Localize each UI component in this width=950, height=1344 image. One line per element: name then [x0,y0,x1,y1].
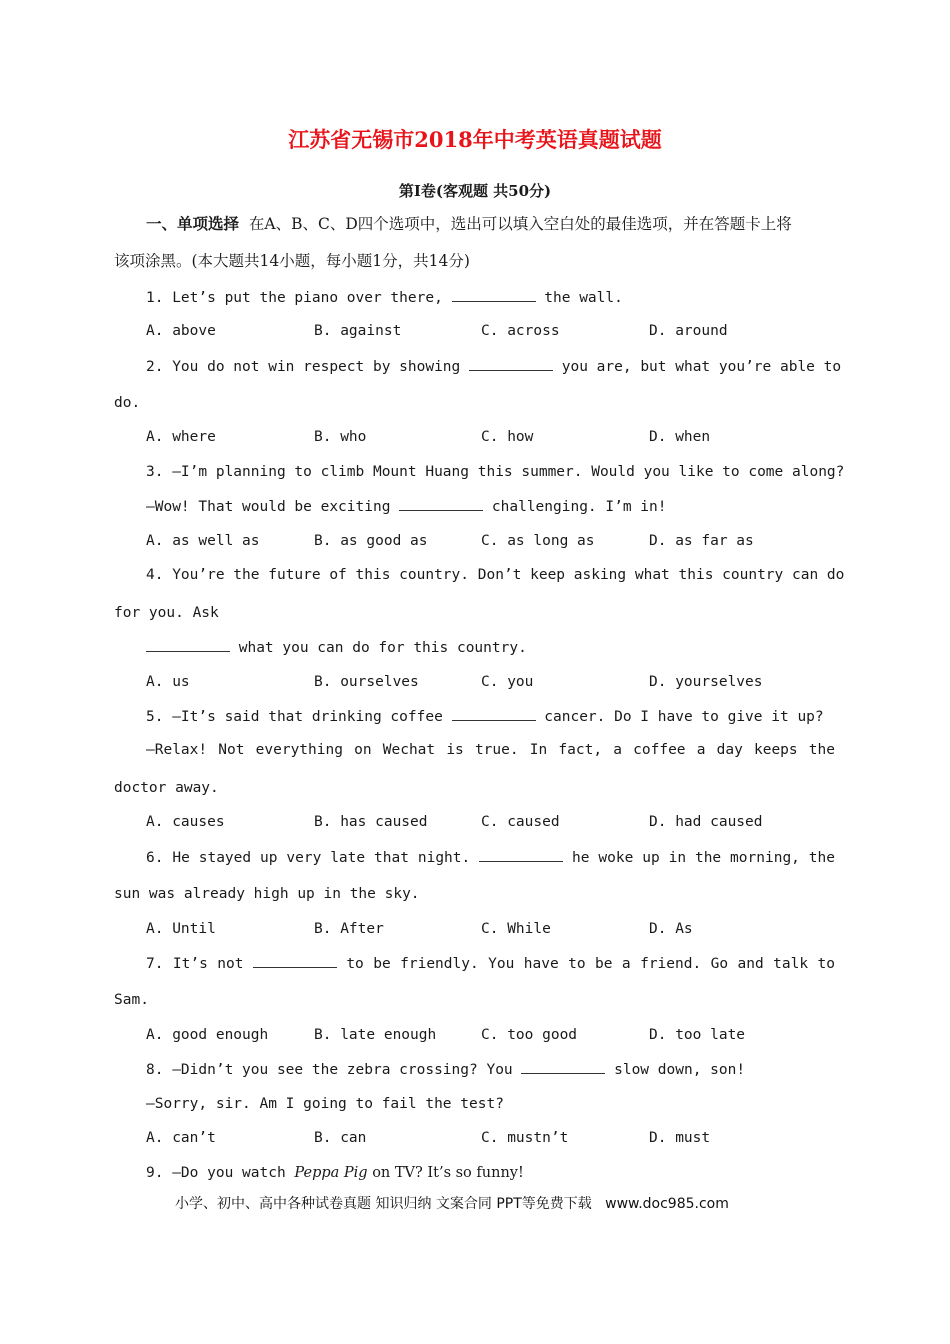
question-6-text: 6. He stayed up very late that night. [146,850,480,866]
option-c: C. how [481,429,534,445]
option-c: C. While [481,921,551,937]
option-b: B. can [314,1130,367,1146]
option-a: A. us [146,674,190,690]
question-8 [146,1059,745,1080]
option-d: D. As [649,921,693,937]
option-b: B. as good as [314,533,428,549]
option-b: B. against [314,323,402,339]
option-b: B. late enough [314,1027,437,1043]
answer-blank [399,496,483,511]
option-b: B. has caused [314,814,428,830]
option-c: C. mustn’t [481,1130,569,1146]
answer-blank [253,953,337,968]
question-7 [146,953,835,974]
question-8-text: 8. —Didn’t you see the zebra crossing? You [146,1062,522,1078]
option-d: D. must [649,1130,711,1146]
option-c: C. you [481,674,534,690]
question-6-continuation: sun was already high up in the sky. [114,886,420,902]
show-title: Peppa Pig [294,1165,368,1181]
question-1 [146,287,623,308]
option-a: A. above [146,323,216,339]
section-heading: 一、单项选择 [146,214,240,233]
option-a: A. causes [146,814,225,830]
option-a: A. Until [146,921,216,937]
question-4-continuation: for you. Ask [114,605,219,621]
answer-blank [452,706,536,721]
answer-blank [146,637,230,652]
question-2 [146,356,842,377]
question-5-continuation: doctor away. [114,780,219,796]
option-a: A. can’t [146,1130,216,1146]
option-b: B. who [314,429,367,445]
option-d: D. as far as [649,533,754,549]
paper-subtitle: 第Ⅰ卷(客观题 共50分) [398,182,552,200]
question-6 [146,847,835,868]
option-c: C. too good [481,1027,578,1043]
question-5-text-end: cancer. Do I have to give it up? [535,709,824,725]
option-d: D. around [649,323,728,339]
question-9 [146,1163,524,1183]
question-4-blank-text: what you can do for this country. [230,640,527,656]
option-a: A. as well as [146,533,260,549]
section-instruction-line-1 [146,214,792,234]
answer-blank [521,1059,605,1074]
question-2-continuation: do. [114,395,141,411]
question-9-text: 9. —Do you watch [146,1165,295,1181]
question-5-reply: —Relax! Not everything on Wechat is true. In fact, a coffee a day keeps the [146,742,835,758]
question-5 [146,706,824,727]
answer-blank [452,287,536,302]
answer-blank [469,356,553,371]
question-4-blank-line [146,637,527,658]
option-b: B. ourselves [314,674,419,690]
instruction-text-1: 在A、B、C、D四个选项中，选出可以填入空白处的最佳选项，并在答题卡上将 [248,215,792,233]
question-1-text-end: the wall. [535,290,623,306]
question-6-text-end: he woke up in the morning, the [563,850,835,866]
question-2-text: 2. You do not win respect by showing [146,359,470,375]
page-title: 江苏省无锡市2018年中考英语真题试题 [288,127,662,152]
question-3-reply [146,496,667,517]
option-d: D. yourselves [649,674,763,690]
option-b: B. After [314,921,384,937]
option-d: D. when [649,429,711,445]
question-9-text-end: on TV? It’s so funny! [367,1165,524,1181]
footer-watermark: 小学、初中、高中各种试卷真题 知识归纳 文案合同 PPT等免费下载 www.doc985.com [175,1196,729,1212]
question-4: 4. You’re the future of this country. Don’t keep asking what this country can do [146,567,845,583]
section-instruction-line-2: 该项涂黑。(本大题共14小题，每小题1分，共14分) [114,252,470,270]
question-8-reply: —Sorry, sir. Am I going to fail the test? [146,1096,504,1112]
question-1-text: 1. Let’s put the piano over there, [146,290,452,306]
option-c: C. caused [481,814,560,830]
question-3-reply-text: —Wow! That would be exciting [146,499,400,515]
option-c: C. across [481,323,560,339]
question-7-text: 7. It’s not [146,956,253,972]
question-7-text-end: to be friendly. You have to be a friend. Go and talk to [336,956,835,972]
option-a: A. where [146,429,216,445]
question-8-text-end: slow down, son! [605,1062,746,1078]
option-a: A. good enough [146,1027,269,1043]
option-d: D. had caused [649,814,763,830]
option-d: D. too late [649,1027,746,1043]
question-5-text: 5. —It’s said that drinking coffee [146,709,452,725]
question-2-text-end: you are, but what you’re able to [553,359,842,375]
option-c: C. as long as [481,533,595,549]
question-3: 3. —I’m planning to climb Mount Huang this summer. Would you like to come along? [146,464,845,480]
answer-blank [479,847,563,862]
question-3-reply-end: challenging. I’m in! [483,499,667,515]
question-7-continuation: Sam. [114,992,149,1008]
